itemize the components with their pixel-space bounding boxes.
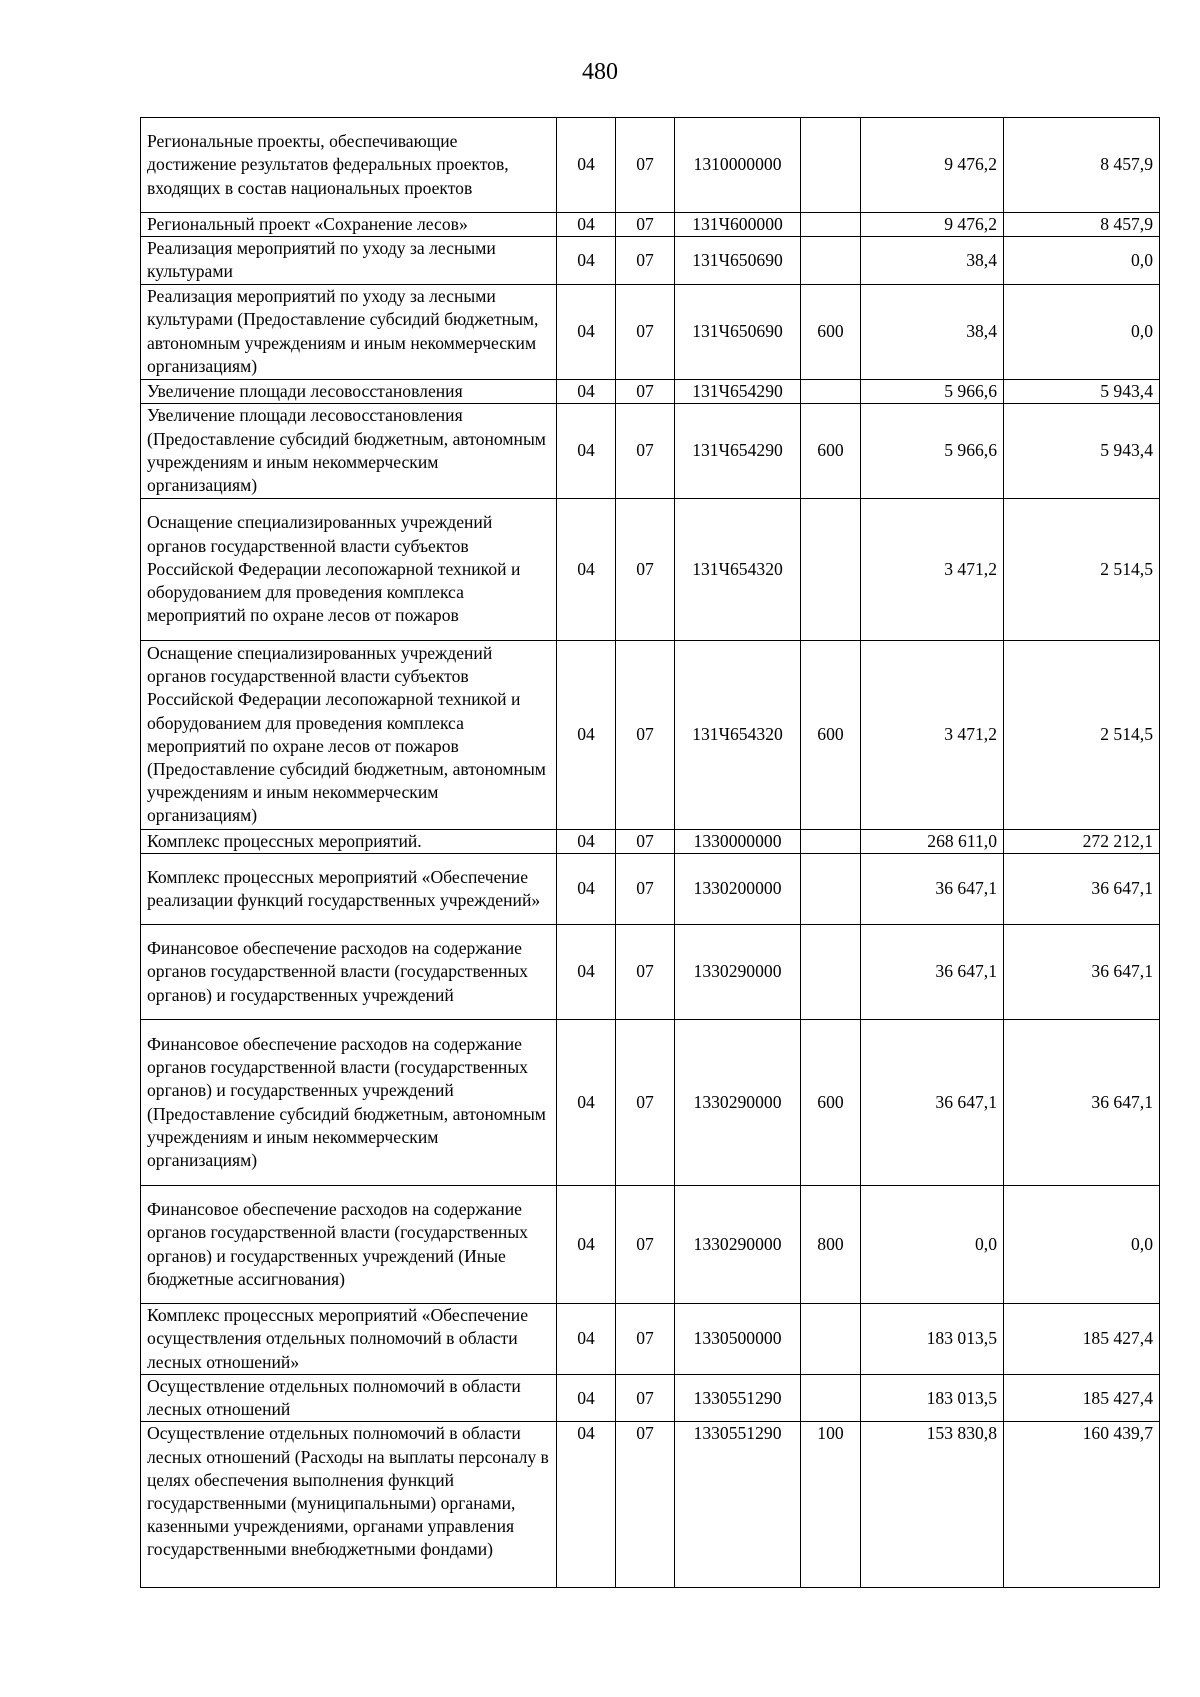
row-amount-1: 38,4 (861, 284, 1004, 379)
row-name: Увеличение площади лесовосстановления (141, 379, 557, 403)
row-amount-1: 38,4 (861, 237, 1004, 284)
row-expense-type (801, 118, 861, 213)
row-name: Комплекс процессных мероприятий «Обеспечение осуществления отдельных полномочий в области лесных отношений» (141, 1304, 557, 1375)
row-section-code: 04 (557, 925, 616, 1020)
table-row (141, 379, 1160, 403)
table-row (141, 854, 1160, 925)
row-amount-2: 0,0 (1004, 1186, 1160, 1304)
row-subsection-code: 07 (616, 498, 675, 640)
row-name: Региональные проекты, обеспечивающие достижение результатов федеральных проектов, входящих в состав национальных проектов (141, 118, 557, 213)
table-row (141, 1186, 1160, 1304)
row-subsection-code: 07 (616, 237, 675, 284)
row-amount-1: 5 966,6 (861, 379, 1004, 403)
row-amount-2: 185 427,4 (1004, 1375, 1160, 1422)
row-target-article: 131Ч654320 (675, 498, 801, 640)
row-target-article: 131Ч654290 (675, 403, 801, 498)
row-section-code: 04 (557, 213, 616, 237)
row-amount-1: 268 611,0 (861, 829, 1004, 853)
row-subsection-code: 07 (616, 1020, 675, 1186)
row-name: Комплекс процессных мероприятий. (141, 829, 557, 853)
row-subsection-code: 07 (616, 118, 675, 213)
page-number: 480 (582, 59, 618, 85)
row-target-article: 1330500000 (675, 1304, 801, 1375)
row-amount-2: 8 457,9 (1004, 213, 1160, 237)
row-section-code: 04 (557, 237, 616, 284)
row-expense-type (801, 498, 861, 640)
row-target-article: 1330290000 (675, 1020, 801, 1186)
row-amount-1: 36 647,1 (861, 1020, 1004, 1186)
row-amount-1: 153 830,8 (861, 1422, 1004, 1588)
row-amount-2: 272 212,1 (1004, 829, 1160, 853)
row-expense-type (801, 237, 861, 284)
row-name: Финансовое обеспечение расходов на содержание органов государственной власти (государственных органов) и государственных учреждений (Предоставление субсидий бюджетным, автономным учреждениям и иным некоммерческим организациям) (141, 1020, 557, 1186)
row-subsection-code: 07 (616, 213, 675, 237)
table-row (141, 213, 1160, 237)
row-section-code: 04 (557, 1375, 616, 1422)
row-expense-type (801, 1375, 861, 1422)
row-section-code: 04 (557, 1422, 616, 1588)
row-expense-type: 600 (801, 403, 861, 498)
row-expense-type (801, 213, 861, 237)
table-row (141, 284, 1160, 379)
row-amount-2: 2 514,5 (1004, 640, 1160, 829)
row-amount-2: 5 943,4 (1004, 403, 1160, 498)
row-subsection-code: 07 (616, 854, 675, 925)
row-name: Региональный проект «Сохранение лесов» (141, 213, 557, 237)
row-target-article: 1330551290 (675, 1375, 801, 1422)
row-name: Комплекс процессных мероприятий «Обеспечение реализации функций государственных учреждений» (141, 854, 557, 925)
budget-table (140, 117, 1160, 1588)
table-row (141, 829, 1160, 853)
row-target-article: 131Ч654320 (675, 640, 801, 829)
row-target-article: 1330290000 (675, 925, 801, 1020)
table-row (141, 925, 1160, 1020)
table-row (141, 1375, 1160, 1422)
row-section-code: 04 (557, 403, 616, 498)
row-section-code: 04 (557, 640, 616, 829)
row-target-article: 1330200000 (675, 854, 801, 925)
row-target-article: 131Ч654290 (675, 379, 801, 403)
row-subsection-code: 07 (616, 379, 675, 403)
row-amount-2: 0,0 (1004, 237, 1160, 284)
row-amount-1: 36 647,1 (861, 925, 1004, 1020)
row-name: Финансовое обеспечение расходов на содержание органов государственной власти (государственных органов) и государственных учреждений (Иные бюджетные ассигнования) (141, 1186, 557, 1304)
row-subsection-code: 07 (616, 829, 675, 853)
row-section-code: 04 (557, 379, 616, 403)
table-row (141, 498, 1160, 640)
row-amount-2: 5 943,4 (1004, 379, 1160, 403)
row-target-article: 131Ч650690 (675, 237, 801, 284)
row-amount-1: 36 647,1 (861, 854, 1004, 925)
row-expense-type: 800 (801, 1186, 861, 1304)
row-expense-type (801, 829, 861, 853)
row-target-article: 131Ч600000 (675, 213, 801, 237)
row-section-code: 04 (557, 498, 616, 640)
row-amount-1: 183 013,5 (861, 1304, 1004, 1375)
row-section-code: 04 (557, 1020, 616, 1186)
row-subsection-code: 07 (616, 1375, 675, 1422)
row-name: Оснащение специализированных учреждений органов государственной власти субъектов Российской Федерации лесопожарной техникой и оборудованием для проведения комплекса мероприятий по охране лесов от пожаров (141, 498, 557, 640)
row-name: Финансовое обеспечение расходов на содержание органов государственной власти (государственных органов) и государственных учреждений (141, 925, 557, 1020)
row-expense-type: 600 (801, 1020, 861, 1186)
row-section-code: 04 (557, 829, 616, 853)
row-name: Реализация мероприятий по уходу за лесными культурами (Предоставление субсидий бюджетным, автономным учреждениям и иным некоммерческим организациям) (141, 284, 557, 379)
row-target-article: 1310000000 (675, 118, 801, 213)
row-name: Осуществление отдельных полномочий в области лесных отношений (141, 1375, 557, 1422)
row-amount-1: 3 471,2 (861, 640, 1004, 829)
row-amount-2: 2 514,5 (1004, 498, 1160, 640)
row-subsection-code: 07 (616, 925, 675, 1020)
row-section-code: 04 (557, 118, 616, 213)
row-amount-2: 160 439,7 (1004, 1422, 1160, 1588)
row-amount-1: 5 966,6 (861, 403, 1004, 498)
row-expense-type (801, 854, 861, 925)
row-name: Реализация мероприятий по уходу за лесными культурами (141, 237, 557, 284)
table-row (141, 1422, 1160, 1588)
row-amount-2: 8 457,9 (1004, 118, 1160, 213)
row-target-article: 1330551290 (675, 1422, 801, 1588)
row-expense-type: 600 (801, 640, 861, 829)
row-subsection-code: 07 (616, 1186, 675, 1304)
row-amount-1: 0,0 (861, 1186, 1004, 1304)
row-section-code: 04 (557, 1186, 616, 1304)
row-target-article: 131Ч650690 (675, 284, 801, 379)
table-row (141, 118, 1160, 213)
row-name: Осуществление отдельных полномочий в области лесных отношений (Расходы на выплаты персоналу в целях обеспечения выполнения функций государственными (муниципальными) органами, казенными учреждениями, органами управления государственными внебюджетными фондами) (141, 1422, 557, 1588)
row-amount-1: 183 013,5 (861, 1375, 1004, 1422)
row-subsection-code: 07 (616, 1422, 675, 1588)
table-row (141, 1304, 1160, 1375)
table-row (141, 237, 1160, 284)
row-subsection-code: 07 (616, 640, 675, 829)
row-amount-1: 3 471,2 (861, 498, 1004, 640)
row-expense-type: 600 (801, 284, 861, 379)
row-expense-type (801, 925, 861, 1020)
table-row (141, 403, 1160, 498)
row-subsection-code: 07 (616, 403, 675, 498)
table-row (141, 1020, 1160, 1186)
row-target-article: 1330290000 (675, 1186, 801, 1304)
row-expense-type: 100 (801, 1422, 861, 1588)
row-section-code: 04 (557, 854, 616, 925)
row-amount-2: 185 427,4 (1004, 1304, 1160, 1375)
row-target-article: 1330000000 (675, 829, 801, 853)
table-row (141, 640, 1160, 829)
row-section-code: 04 (557, 284, 616, 379)
row-amount-1: 9 476,2 (861, 213, 1004, 237)
row-amount-2: 0,0 (1004, 284, 1160, 379)
row-amount-1: 9 476,2 (861, 118, 1004, 213)
row-section-code: 04 (557, 1304, 616, 1375)
row-expense-type (801, 1304, 861, 1375)
row-expense-type (801, 379, 861, 403)
row-subsection-code: 07 (616, 284, 675, 379)
row-subsection-code: 07 (616, 1304, 675, 1375)
row-name: Оснащение специализированных учреждений органов государственной власти субъектов Российской Федерации лесопожарной техникой и оборудованием для проведения комплекса мероприятий по охране лесов от пожаров (Предоставление субсидий бюджетным, автономным учреждениям и иным некоммерческим организациям) (141, 640, 557, 829)
row-amount-2: 36 647,1 (1004, 925, 1160, 1020)
row-amount-2: 36 647,1 (1004, 1020, 1160, 1186)
row-amount-2: 36 647,1 (1004, 854, 1160, 925)
row-name: Увеличение площади лесовосстановления (Предоставление субсидий бюджетным, автономным учреждениям и иным некоммерческим организациям) (141, 403, 557, 498)
